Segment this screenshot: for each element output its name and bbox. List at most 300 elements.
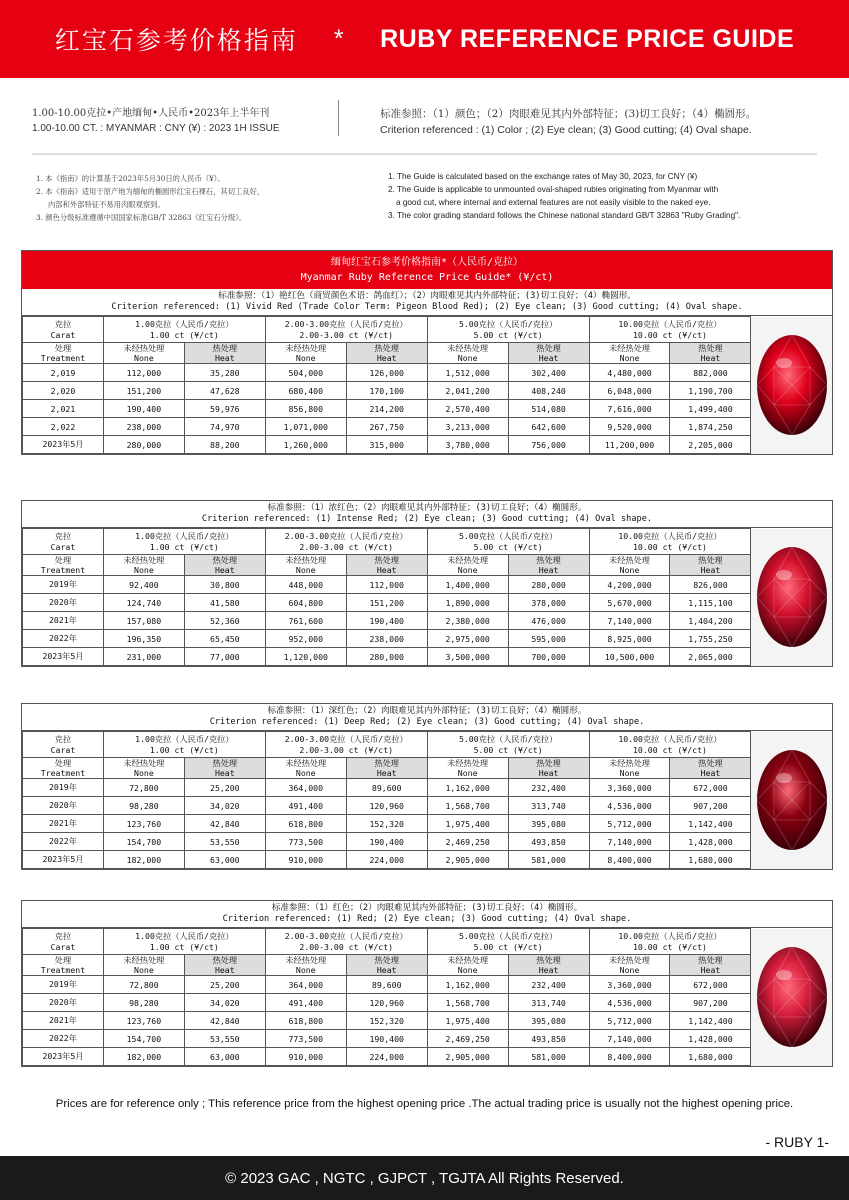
- treatment-none-cell: [427, 343, 508, 364]
- carat-size-cell: [589, 929, 751, 955]
- cell-cn: 2.00-3.00克拉（人民币/克拉）: [284, 530, 408, 541]
- price-cell: 2,205,000: [670, 436, 751, 454]
- cell-cn: 热处理: [698, 555, 723, 565]
- table-row: [23, 976, 833, 994]
- table-row: [23, 833, 833, 851]
- table-header-en: Myanmar Ruby Reference Price Guide* (¥/ct): [300, 272, 554, 283]
- price-cell: 7,140,000: [589, 1030, 670, 1048]
- price-cell: 65,450: [184, 630, 265, 648]
- price-cell: 4,480,000: [589, 364, 670, 382]
- price-cell: 618,800: [265, 1012, 346, 1030]
- treatment-header-row: [23, 555, 833, 576]
- year-cell: 2022年: [23, 1030, 104, 1048]
- cell-en: 5.00 ct (¥/ct): [473, 744, 543, 755]
- price-cell: 88,200: [184, 436, 265, 454]
- cell-cn: 未经热处理: [285, 758, 327, 768]
- carat-size-cell: [103, 732, 265, 758]
- table-row: [23, 436, 833, 454]
- cell-cn: 未经热处理: [609, 343, 650, 353]
- cell-en: Heat: [538, 768, 559, 778]
- treatment-heat-cell: [670, 955, 751, 976]
- title-cn: 红宝石参考价格指南: [54, 26, 298, 55]
- cell-en: 1.00 ct (¥/ct): [149, 329, 219, 340]
- carat-size-cell: [589, 529, 751, 555]
- cell-cn: 5.00克拉（人民币/克拉）: [458, 530, 558, 541]
- cell-cn: 处理: [54, 758, 72, 768]
- carat-label-cell: [23, 732, 104, 758]
- year-cell: 2019年: [23, 779, 104, 797]
- table-row: [23, 648, 833, 666]
- year-cell: 2023年5月: [23, 648, 104, 666]
- cell-cn: 未经热处理: [447, 343, 489, 353]
- carat-header-row: [23, 317, 833, 343]
- cell-en: Heat: [538, 353, 559, 363]
- cell-cn: 克拉: [54, 530, 72, 541]
- note-en: 2. The Guide is applicable to unmounted oval-shaped rubies originating from Myanmar with: [388, 185, 719, 194]
- issue-info: [32, 100, 822, 146]
- price-cell: 2,570,400: [427, 400, 508, 418]
- price-cell: 493,850: [508, 1030, 589, 1048]
- carat-size-cell: [427, 317, 589, 343]
- cell-en: None: [134, 965, 154, 975]
- page-number: - RUBY 1-: [765, 1134, 829, 1150]
- notes-en: [388, 170, 828, 222]
- price-cell: 2,975,000: [427, 630, 508, 648]
- cell-en: 5.00 ct (¥/ct): [473, 941, 543, 952]
- price-cell: 1,260,000: [265, 436, 346, 454]
- treatment-none-cell: [265, 955, 346, 976]
- price-cell: 773,500: [265, 1030, 346, 1048]
- criterion-en: Criterion referenced : (1) Color ; (2) Eye clean; (3) Good cutting; (4) Oval shape.: [380, 124, 752, 136]
- price-cell: 74,970: [184, 418, 265, 436]
- note-en: 1. The Guide is calculated based on the exchange rates of May 30, 2023, for CNY (¥): [388, 172, 698, 181]
- criterion-en: Criterion referenced: (1) Intense Red; (2) Eye clean; (3) Good cutting; (4) Oval shape.: [201, 514, 653, 524]
- cell-en: Heat: [376, 565, 397, 575]
- cell-en: Carat: [50, 941, 76, 952]
- table-header-cn: 缅甸红宝石参考价格指南*（人民币/克拉）: [330, 257, 524, 268]
- cell-en: None: [457, 565, 478, 575]
- table-row: [23, 594, 833, 612]
- price-cell: 856,800: [265, 400, 346, 418]
- price-cell: 53,550: [184, 1030, 265, 1048]
- price-cell: 3,213,000: [427, 418, 508, 436]
- price-cell: 2,065,000: [670, 648, 751, 666]
- title-separator: *: [333, 24, 345, 53]
- cell-cn: 未经热处理: [285, 343, 327, 353]
- cell-cn: 5.00克拉（人民币/克拉）: [458, 930, 558, 941]
- treatment-none-cell: [427, 955, 508, 976]
- price-cell: 77,000: [184, 648, 265, 666]
- treatment-none-cell: [589, 955, 670, 976]
- cell-cn: 克拉: [54, 930, 72, 941]
- cell-en: Heat: [376, 768, 397, 778]
- cell-en: 10.00 ct (¥/ct): [633, 541, 707, 552]
- price-cell: 63,000: [184, 1048, 265, 1066]
- cell-en: None: [457, 768, 478, 778]
- criterion-cn: 标准参照：（1）深红色；（2）肉眼难见其内外部特征；(3)切工良好；（4）椭圆形。: [267, 706, 587, 716]
- price-cell: 493,850: [508, 833, 589, 851]
- price-cell: 232,400: [508, 779, 589, 797]
- price-cell: 1,120,000: [265, 648, 346, 666]
- ruby-gem-icon: [754, 742, 830, 858]
- price-cell: 5,670,000: [589, 594, 670, 612]
- carat-size-cell: [103, 529, 265, 555]
- price-cell: 280,000: [346, 648, 427, 666]
- price-cell: 756,000: [508, 436, 589, 454]
- cell-en: None: [619, 768, 640, 778]
- year-cell: 2,022: [23, 418, 104, 436]
- criterion-row: [22, 901, 832, 928]
- table-row: [23, 630, 833, 648]
- cell-en: Heat: [700, 565, 721, 575]
- treatment-header-row: [23, 343, 833, 364]
- price-cell: 907,200: [670, 797, 751, 815]
- price-cell: 8,400,000: [589, 851, 670, 869]
- cell-cn: 10.00克拉（人民币/克拉）: [618, 733, 722, 744]
- cell-en: None: [457, 965, 478, 975]
- note-cn: 2. 本《指南》适用于原产地为缅甸的椭圆形红宝石裸石，其切工良好，: [36, 187, 265, 196]
- cell-en: Heat: [376, 965, 397, 975]
- carat-label-cell: [23, 529, 104, 555]
- price-cell: 190,400: [103, 400, 184, 418]
- price-cell: 313,740: [508, 994, 589, 1012]
- price-cell: 680,400: [265, 382, 346, 400]
- treatment-heat-cell: [346, 955, 427, 976]
- treatment-heat-cell: [346, 555, 427, 576]
- price-cell: 124,740: [103, 594, 184, 612]
- price-cell: 2,469,250: [427, 833, 508, 851]
- treatment-heat-cell: [670, 555, 751, 576]
- treatment-heat-cell: [508, 955, 589, 976]
- cell-cn: 处理: [54, 343, 72, 353]
- price-cell: 120,960: [346, 797, 427, 815]
- treatment-none-cell: [427, 758, 508, 779]
- price-cell: 34,020: [184, 994, 265, 1012]
- price-cell: 35,280: [184, 364, 265, 382]
- treatment-heat-cell: [184, 555, 265, 576]
- cell-en: None: [134, 768, 154, 778]
- cell-en: 10.00 ct (¥/ct): [633, 329, 707, 340]
- price-cell: 5,712,000: [589, 1012, 670, 1030]
- price-cell: 910,000: [265, 851, 346, 869]
- criterion-cn: 标准参照：（1）颜色；（2）肉眼难见其内外部特征；(3)切工良好；（4）椭圆形。: [380, 108, 757, 120]
- cell-cn: 热处理: [698, 955, 723, 965]
- treatment-none-cell: [265, 758, 346, 779]
- price-cell: 232,400: [508, 976, 589, 994]
- treatment-none-cell: [589, 343, 670, 364]
- price-cell: 34,020: [184, 797, 265, 815]
- price-cell: 773,500: [265, 833, 346, 851]
- price-cell: 4,200,000: [589, 576, 670, 594]
- cell-en: None: [619, 353, 640, 363]
- price-cell: 1,142,400: [670, 815, 751, 833]
- cell-cn: 处理: [54, 555, 72, 565]
- price-cell: 882,000: [670, 364, 751, 382]
- cell-en: Treatment: [40, 965, 86, 975]
- price-cell: 1,428,000: [670, 833, 751, 851]
- notes-cn: [36, 172, 346, 224]
- price-cell: 42,840: [184, 815, 265, 833]
- price-cell: 98,280: [103, 797, 184, 815]
- price-cell: 52,360: [184, 612, 265, 630]
- price-table-block: [21, 703, 833, 870]
- carat-size-cell: [103, 317, 265, 343]
- treatment-none-cell: [103, 955, 184, 976]
- title-banner: [0, 0, 849, 78]
- price-cell: 476,000: [508, 612, 589, 630]
- cell-cn: 克拉: [54, 318, 72, 329]
- price-cell: 280,000: [508, 576, 589, 594]
- price-cell: 672,000: [670, 779, 751, 797]
- price-cell: 157,080: [103, 612, 184, 630]
- note-en: a good cut, where internal and external features are not easily visible to the naked eye.: [396, 198, 711, 207]
- year-cell: 2020年: [23, 594, 104, 612]
- gem-image-cell: [751, 317, 832, 454]
- cell-cn: 热处理: [536, 955, 561, 965]
- price-cell: 126,000: [346, 364, 427, 382]
- price-cell: 826,000: [670, 576, 751, 594]
- price-cell: 4,536,000: [589, 994, 670, 1012]
- treatment-heat-cell: [508, 555, 589, 576]
- cell-cn: 处理: [54, 955, 72, 965]
- carat-size-cell: [103, 929, 265, 955]
- price-cell: 9,520,000: [589, 418, 670, 436]
- cell-cn: 未经热处理: [123, 343, 165, 353]
- price-cell: 1,428,000: [670, 1030, 751, 1048]
- price-cell: 182,000: [103, 851, 184, 869]
- price-cell: 315,000: [346, 436, 427, 454]
- price-cell: 604,800: [265, 594, 346, 612]
- cell-en: Heat: [700, 965, 721, 975]
- price-cell: 120,960: [346, 994, 427, 1012]
- price-cell: 3,500,000: [427, 648, 508, 666]
- note-cn: 内部和外部特征不易用肉眼观察到。: [48, 200, 165, 209]
- price-cell: 123,760: [103, 1012, 184, 1030]
- year-cell: 2023年5月: [23, 436, 104, 454]
- carat-header-row: [23, 929, 833, 955]
- price-cell: 378,000: [508, 594, 589, 612]
- cell-cn: 未经热处理: [123, 555, 165, 565]
- carat-header-row: [23, 529, 833, 555]
- cell-en: Heat: [700, 768, 721, 778]
- year-cell: 2019年: [23, 576, 104, 594]
- price-cell: 1,975,400: [427, 815, 508, 833]
- price-cell: 2,041,200: [427, 382, 508, 400]
- carat-size-cell: [265, 529, 427, 555]
- carat-size-cell: [589, 317, 751, 343]
- price-cell: 2,380,000: [427, 612, 508, 630]
- cell-cn: 未经热处理: [447, 758, 489, 768]
- price-cell: 224,000: [346, 851, 427, 869]
- treatment-header-row: [23, 758, 833, 779]
- price-cell: 123,760: [103, 815, 184, 833]
- price-cell: 1,512,000: [427, 364, 508, 382]
- cell-cn: 1.00克拉（人民币/克拉）: [135, 530, 234, 541]
- price-cell: 152,320: [346, 815, 427, 833]
- cell-en: 10.00 ct (¥/ct): [633, 744, 707, 755]
- price-cell: 72,800: [103, 779, 184, 797]
- price-cell: 581,000: [508, 1048, 589, 1066]
- treatment-heat-cell: [184, 758, 265, 779]
- price-cell: 25,200: [184, 779, 265, 797]
- treatment-label-cell: [23, 555, 104, 576]
- cell-en: None: [134, 353, 154, 363]
- price-cell: 7,616,000: [589, 400, 670, 418]
- price-cell: 1,680,000: [670, 1048, 751, 1066]
- cell-en: Heat: [214, 565, 235, 575]
- table-row: [23, 797, 833, 815]
- price-cell: 5,712,000: [589, 815, 670, 833]
- criterion-en: Criterion referenced: (1) Red; (2) Eye clean; (3) Good cutting; (4) Oval shape.: [222, 914, 632, 924]
- cell-cn: 未经热处理: [447, 555, 489, 565]
- price-cell: 910,000: [265, 1048, 346, 1066]
- treatment-heat-cell: [184, 955, 265, 976]
- criterion-cn: 标准参照：（1）浓红色；（2）肉眼难见其内外部特征；(3)切工良好；（4）椭圆形。: [267, 503, 587, 513]
- price-cell: 30,800: [184, 576, 265, 594]
- year-cell: 2021年: [23, 1012, 104, 1030]
- table-row: [23, 364, 833, 382]
- price-cell: 1,874,250: [670, 418, 751, 436]
- criterion-row: [22, 501, 832, 528]
- price-cell: 63,000: [184, 851, 265, 869]
- carat-label-cell: [23, 929, 104, 955]
- cell-cn: 10.00克拉（人民币/克拉）: [618, 318, 722, 329]
- criterion-cn: 标准参照：（1）艳红色（商贸颜色术语：鸽血红）；（2）肉眼难见其内外部特征；(3)切工良好；（4）椭圆形。: [218, 291, 636, 301]
- price-cell: 112,000: [346, 576, 427, 594]
- year-cell: 2,019: [23, 364, 104, 382]
- cell-en: None: [295, 565, 316, 575]
- cell-cn: 热处理: [698, 343, 723, 353]
- price-cell: 1,499,400: [670, 400, 751, 418]
- carat-label-cell: [23, 317, 104, 343]
- year-cell: 2023年5月: [23, 851, 104, 869]
- ruby-gem-icon: [754, 539, 830, 655]
- carat-size-cell: [265, 317, 427, 343]
- cell-en: Heat: [214, 965, 235, 975]
- cell-cn: 1.00克拉（人民币/克拉）: [135, 930, 234, 941]
- price-table-header: [22, 251, 832, 289]
- cell-cn: 热处理: [698, 758, 723, 768]
- cell-en: None: [295, 353, 316, 363]
- price-cell: 25,200: [184, 976, 265, 994]
- price-cell: 3,360,000: [589, 976, 670, 994]
- price-table-block: [21, 250, 833, 455]
- table-row: [23, 612, 833, 630]
- divider: [338, 100, 339, 136]
- price-cell: 1,568,700: [427, 994, 508, 1012]
- treatment-none-cell: [589, 555, 670, 576]
- treatment-heat-cell: [508, 343, 589, 364]
- year-cell: 2022年: [23, 630, 104, 648]
- gem-image-cell: [751, 732, 832, 869]
- price-cell: 10,500,000: [589, 648, 670, 666]
- cell-cn: 10.00克拉（人民币/克拉）: [618, 930, 722, 941]
- price-cell: 214,200: [346, 400, 427, 418]
- price-cell: 267,750: [346, 418, 427, 436]
- price-table: [22, 928, 832, 1066]
- price-cell: 151,200: [346, 594, 427, 612]
- price-cell: 154,700: [103, 1030, 184, 1048]
- criterion-row: [22, 289, 832, 316]
- price-cell: 364,000: [265, 976, 346, 994]
- price-cell: 514,080: [508, 400, 589, 418]
- cell-en: 5.00 ct (¥/ct): [473, 541, 543, 552]
- price-cell: 190,400: [346, 612, 427, 630]
- price-cell: 196,350: [103, 630, 184, 648]
- price-table: [22, 528, 832, 666]
- treatment-header-row: [23, 955, 833, 976]
- price-cell: 642,600: [508, 418, 589, 436]
- cell-cn: 5.00克拉（人民币/克拉）: [458, 733, 558, 744]
- table-row: [23, 576, 833, 594]
- price-cell: 2,905,000: [427, 851, 508, 869]
- cell-cn: 未经热处理: [609, 955, 650, 965]
- price-cell: 1,142,400: [670, 1012, 751, 1030]
- treatment-heat-cell: [670, 343, 751, 364]
- treatment-label-cell: [23, 758, 104, 779]
- price-cell: 1,190,700: [670, 382, 751, 400]
- cell-en: 2.00-3.00 ct (¥/ct): [299, 329, 394, 340]
- cell-cn: 未经热处理: [609, 758, 650, 768]
- year-cell: 2023年5月: [23, 1048, 104, 1066]
- price-cell: 231,000: [103, 648, 184, 666]
- price-table: [22, 731, 832, 869]
- table-row: [23, 994, 833, 1012]
- price-cell: 151,200: [103, 382, 184, 400]
- treatment-heat-cell: [346, 758, 427, 779]
- price-cell: 1,890,000: [427, 594, 508, 612]
- cell-en: 2.00-3.00 ct (¥/ct): [299, 941, 394, 952]
- cell-en: 2.00-3.00 ct (¥/ct): [299, 744, 394, 755]
- criterion-en: Criterion referenced: (1) Vivid Red (Trade Color Term: Pigeon Blood Red); (2) Eye clean; (3) Good cutting; (4) Oval shape.: [111, 302, 743, 312]
- cell-en: 5.00 ct (¥/ct): [473, 329, 543, 340]
- cell-en: Treatment: [40, 353, 86, 363]
- cell-en: Carat: [50, 744, 76, 755]
- price-cell: 7,140,000: [589, 612, 670, 630]
- cell-cn: 未经热处理: [123, 758, 165, 768]
- cell-cn: 热处理: [374, 955, 399, 965]
- cell-cn: 未经热处理: [285, 955, 327, 965]
- treatment-label-cell: [23, 955, 104, 976]
- price-cell: 112,000: [103, 364, 184, 382]
- price-cell: 448,000: [265, 576, 346, 594]
- cell-en: 1.00 ct (¥/ct): [149, 541, 219, 552]
- price-cell: 907,200: [670, 994, 751, 1012]
- cell-en: Heat: [376, 353, 397, 363]
- treatment-heat-cell: [670, 758, 751, 779]
- price-cell: 92,400: [103, 576, 184, 594]
- note-en: 3. The color grading standard follows the Chinese national standard GB/T 32863 "Ruby Grading".: [388, 211, 741, 220]
- price-cell: 952,000: [265, 630, 346, 648]
- cell-en: None: [619, 965, 640, 975]
- ruby-gem-icon: [754, 939, 830, 1055]
- table-row: [23, 1012, 833, 1030]
- price-cell: 395,080: [508, 815, 589, 833]
- cell-en: Carat: [50, 329, 76, 340]
- criterion-en: Criterion referenced: (1) Deep Red; (2) Eye clean; (3) Good cutting; (4) Oval shape.: [209, 717, 645, 727]
- carat-size-cell: [427, 732, 589, 758]
- cell-en: None: [295, 965, 316, 975]
- treatment-heat-cell: [184, 343, 265, 364]
- price-cell: 1,162,000: [427, 976, 508, 994]
- carat-size-cell: [265, 929, 427, 955]
- cell-cn: 热处理: [536, 343, 561, 353]
- price-cell: 41,580: [184, 594, 265, 612]
- cell-cn: 热处理: [536, 555, 561, 565]
- treatment-none-cell: [589, 758, 670, 779]
- price-cell: 8,925,000: [589, 630, 670, 648]
- price-cell: 59,976: [184, 400, 265, 418]
